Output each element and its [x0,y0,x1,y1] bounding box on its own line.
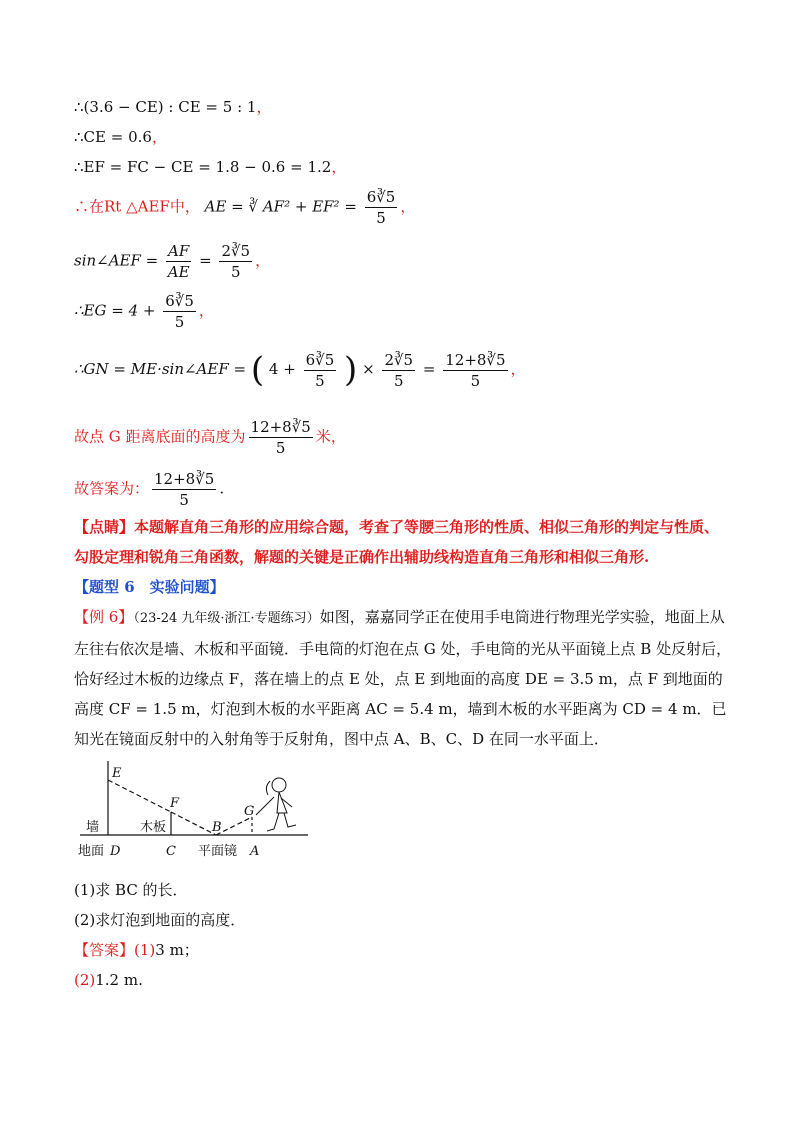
comma: ， [510,360,526,378]
label-g: G [244,804,255,819]
conclusion-suffix: 米， [315,427,346,446]
answer-1-value: 3 m； [155,941,199,959]
conclusion-prefix: 故点 G 距离底面的高度为 [74,427,246,446]
step-7-fraction-a [304,351,337,390]
fraction-numerator: 6∛5 [165,292,194,310]
example-paragraph [74,602,734,754]
step-4-prefix: ∴在Rt [74,197,122,216]
comma: ， [400,197,416,216]
example-tag: 【例 6】 [74,608,134,626]
answer-2-value: 1.2 m. [95,971,143,989]
step-2 [74,127,167,147]
fraction-denominator: 5 [315,371,325,390]
step-2-expr: ∴CE = 0.6 [74,128,152,146]
fraction-numerator: 2∛5 [221,242,251,260]
fraction-denominator: 5 [174,313,185,331]
label-mirror: 平面镜 [198,844,238,859]
conclusion-fraction [249,418,313,457]
label-board: 木板 [140,820,167,835]
equals-sign: = [199,251,212,270]
question-2: (2)求灯泡到地面的高度． [74,911,246,929]
fraction-numerator: 12+8∛5 [154,470,215,488]
student-figure [256,778,296,831]
step-7-lhs: ∴GN = ME·sin∠AEF = [74,360,247,378]
fraction-denominator: 5 [393,371,404,390]
label-b: B [212,820,222,835]
section-title: 【题型 6 实验问题】 [74,578,225,596]
times-sign: × [362,360,375,378]
right-paren: ) [344,350,358,390]
fraction-denominator: 5 [179,491,189,509]
answer-suffix: . [219,479,225,498]
note-text: 本题解直角三角形的应用综合题，考查了等腰三角形的性质、相似三角形的判定与性质、勾股定理和锐角三角函数，解题的关键是正确作出辅助线构造直角三角形和相似三角形. [74,518,720,566]
step-6-fraction [163,292,196,331]
step-3 [74,157,346,177]
step-5 [74,242,270,281]
fraction-denominator: 5 [275,439,286,457]
step-7-fraction-b [382,351,415,390]
step-4-fraction [365,188,398,227]
step-5-fraction-1 [166,242,191,281]
fraction-numerator: 12+8∛5 [445,350,506,369]
ray-f-b [171,812,216,835]
fraction-numerator: 2∛5 [384,350,414,369]
answer-tag: 【答案】 [74,941,135,959]
comma: ， [256,98,272,116]
step-7-fraction-c [443,351,507,390]
example-source: （23-24 九年级·浙江·专题练习） [133,611,320,626]
label-ground: 地面 [78,844,105,859]
ray-e-f [108,780,171,812]
comma: ， [151,128,167,146]
step-7-inner: 4 + [268,360,296,378]
experiment-figure [74,755,324,865]
fraction-denominator: 5 [470,371,481,390]
label-wall: 墙 [86,820,100,835]
step-4 [74,188,415,227]
step-5-fraction-2 [219,242,252,281]
comma: ， [198,301,214,320]
comma: ， [331,158,347,176]
step-4-triangle: △AEF中， [126,197,200,216]
question-1: (1)求 BC 的长． [74,881,188,899]
answer-2-number: (2) [74,971,96,989]
fraction-numerator: 6∛5 [305,350,335,369]
fraction-numerator: AF [168,242,190,260]
step-4-lhs: AE = ∛ AF² + EF² = [204,197,357,216]
note-tag: 【点睛】 [74,518,135,536]
fraction-numerator: 6∛5 [366,188,396,206]
step-1-expr: ∴(3.6 − CE) : CE = 5 : 1 [74,98,257,116]
fraction-denominator: AE [167,263,190,281]
label-f: F [170,796,180,811]
step-6-lhs: ∴EG = 4 + [74,301,156,320]
label-d: D [110,844,121,859]
label-c: C [166,844,176,859]
step-7 [74,350,526,390]
example-text: 如图，嘉嘉同学正在使用手电筒进行物理光学实验，地面上从左往右依次是墙、木板和平面镜．手电筒的灯泡在点 G 处，手电筒的光从平面镜上点 B 处反射后，恰好经过木板的边缘点 F，落在墙上的点 E 处，点 E 到地面的高度 DE = 3.5 m，点 F 到地面的高度 CF = 1.5 m，灯泡到木板的水平距离 AC = 5.4 m，墙到木板的水平距离为 CD = 4 m．已知光在镜面反射中的入射角等于反射角，图中点 A、B、C、D 在同一水平面上． [74,608,732,748]
conclusion [74,418,346,457]
answer-2 [74,970,143,990]
step-6 [74,292,214,331]
step-5-lhs: sin∠AEF = [74,251,159,270]
note-paragraph [74,512,734,572]
label-e: E [112,766,122,781]
step-3-expr: ∴EF = FC − CE = 1.8 − 0.6 = 1.2 [74,158,332,176]
step-1 [74,97,271,117]
answer-line [74,470,224,509]
label-a: A [250,844,260,859]
fraction-numerator: 12+8∛5 [250,418,311,436]
answer-1-number: (1) [134,941,156,959]
comma: ， [255,251,271,270]
answer-1 [74,940,199,960]
equals-sign: = [422,360,436,378]
answer-prefix: 故答案为： [74,479,150,498]
left-paren: ( [250,350,265,390]
fraction-denominator: 5 [376,209,386,227]
fraction-denominator: 5 [230,263,241,281]
answer-fraction [152,470,216,509]
